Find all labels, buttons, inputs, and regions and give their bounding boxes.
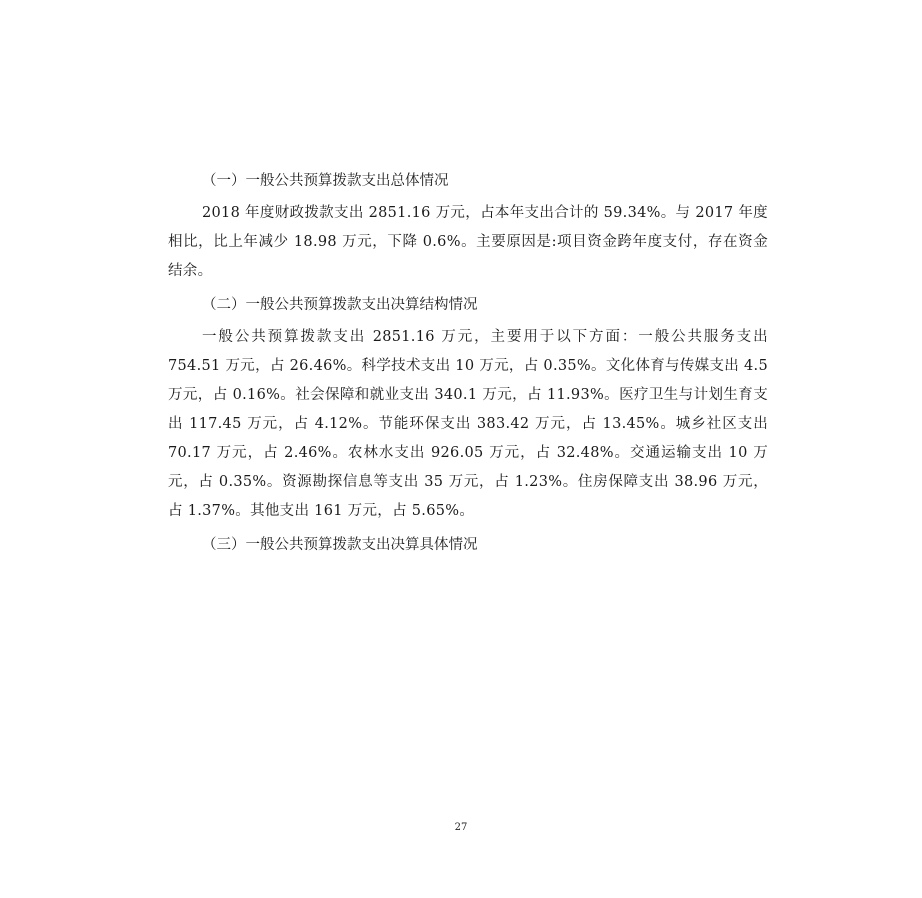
section-heading-details: （三）一般公共预算拨款支出决算具体情况 [202, 537, 478, 553]
paragraph-overview: 2018 年度财政拨款支出 2851.16 万元，占本年支出合计的 59.34%。与 2017 年度相比，比上年减少 18.98 万元，下降 0.6%。主要原因是:项目资金跨年度支付，存在资金结余。 [168, 205, 768, 279]
page-number: 27 [454, 822, 468, 833]
section-heading-general-overview: （一）一般公共预算拨款支出总体情况 [202, 173, 449, 189]
paragraph-structure: 一般公共预算拨款支出 2851.16 万元，主要用于以下方面：一般公共服务支出 754.51 万元，占 26.46%。科学技术支出 10 万元，占 0.35%。文化体育与传媒支出 4.5 万元，占 0.16%。社会保障和就业支出 340.1 万元，占 11.93%。医疗卫生与计划生育支出 117.45 万元，占 4.12%。节能环保支出 383.42 万元，占 13.45%。城乡社区支出 70.17 万元，占 2.46%。农林水支出 926.05 万元，占 32.48%。交通运输支出 10 万元，占 0.35%。资源勘探信息等支出 35 万元，占 1.23%。住房保障支出 38.96 万元，占 1.37%。其他支出 161 万元，占 5.65%。 [168, 329, 768, 519]
section-heading-structure: （二）一般公共预算拨款支出决算结构情况 [202, 297, 478, 313]
document-body [168, 166, 768, 560]
